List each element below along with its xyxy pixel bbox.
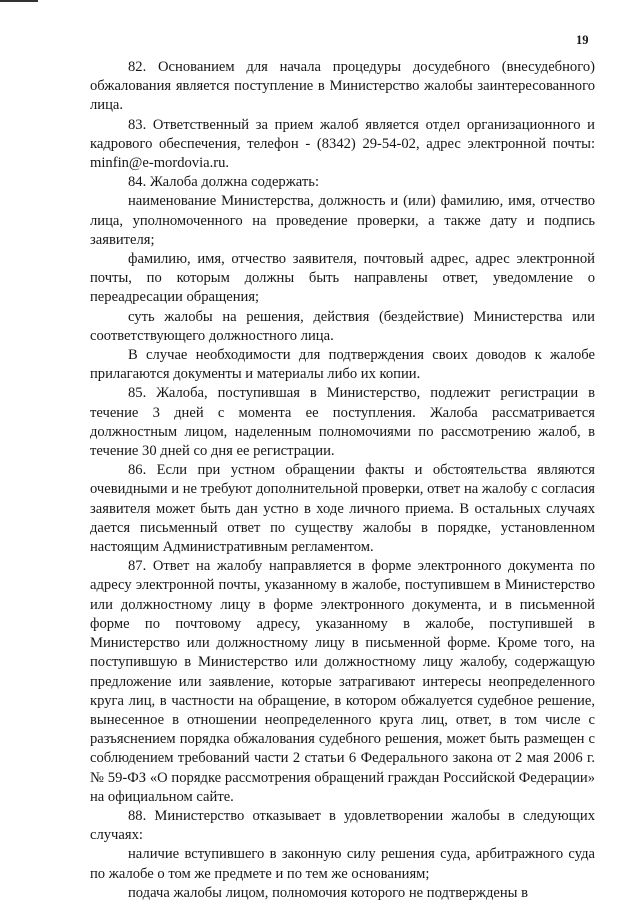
paragraph-86: 86. Если при устном обращении факты и обстоятельства являются очевидными и не требуют дополнительной проверки, ответ на жалобу с согласия заявителя может быть дан устно в ходе личного приема. В остальных случаях дается письменный ответ по существу жалобы в порядке, установленном настоящим Административным регламентом. bbox=[90, 462, 595, 556]
list-item-court-decision: наличие вступившего в законную силу решения суда, арбитражного суда по жалобе о том же предмете и по тем же основаниям; bbox=[90, 846, 595, 882]
paragraph-87: 87. Ответ на жалобу направляется в форме электронного документа по адресу электронной почты, указанному в жалобе, поступившем в Министерство или должностному лицу в форме электронного документа, и в письменной форме по почтовому адресу, указанному в жалобе, поступившей в Министерство или должностному лицу в письменной форме. Кроме того, на поступившую в Министерство или должностному лицу жалобу, содержащую предложение или заявление, которые затрагивают интересы неопределенного круга лиц, в частности на обращение, в котором обжалуется судебное решение, вынесенное в отношении неопределенного круга лиц, ответ, в том числе с разъяснением порядка обжалования судебного решения, может быть размещен с соблюдением требований части 2 статьи 6 Федерального закона от 2 мая 2006 г. № 59-ФЗ «О порядке рассмотрения обращений граждан Российской Федерации» на официальном сайте. bbox=[90, 558, 595, 805]
paragraph-88: 88. Министерство отказывает в удовлетворении жалобы в следующих случаях: bbox=[90, 807, 595, 844]
document-body bbox=[90, 58, 595, 903]
list-item-applicant-name: фамилию, имя, отчество заявителя, почтовый адрес, адрес электронной почты, по которым должны быть направлены ответ, уведомление о переадресации обращения; bbox=[90, 251, 595, 306]
list-item-ministry-name: наименование Министерства, должность и (или) фамилию, имя, отчество лица, уполномоченного на проведение проверки, а также дату и подпись заявителя; bbox=[90, 193, 595, 248]
page-number: 19 bbox=[576, 33, 589, 47]
paragraph-supporting-documents: В случае необходимости для подтверждения своих доводов к жалобе прилагаются документы и материалы либо их копии. bbox=[90, 347, 595, 383]
list-item-complaint-essence: суть жалобы на решения, действия (бездействие) Министерства или соответствующего должностного лица. bbox=[90, 308, 595, 344]
paragraph-83: 83. Ответственный за прием жалоб является отдел организационного и кадрового обеспечения, телефон - (8342) 29-54-02, адрес электронной почты: minfin@e-mordovia.ru. bbox=[90, 116, 595, 172]
paragraph-84: 84. Жалоба должна содержать: bbox=[128, 174, 319, 191]
paragraph-85: 85. Жалоба, поступившая в Министерство, подлежит регистрации в течение 3 дней с момента ее поступления. Жалоба рассматривается должностным лицом, наделенным полномочиями по рассмотрению жалоб, в течение 30 дней со дня ее регистрации. bbox=[90, 385, 595, 460]
list-item-unconfirmed-authority: подача жалобы лицом, полномочия которого не подтверждены в bbox=[128, 884, 529, 901]
scan-edge-mark bbox=[0, 0, 38, 2]
paragraph-82: 82. Основанием для начала процедуры досудебного (внесудебного) обжалования является поступление в Министерство жалобы заинтересованного лица. bbox=[90, 59, 595, 114]
